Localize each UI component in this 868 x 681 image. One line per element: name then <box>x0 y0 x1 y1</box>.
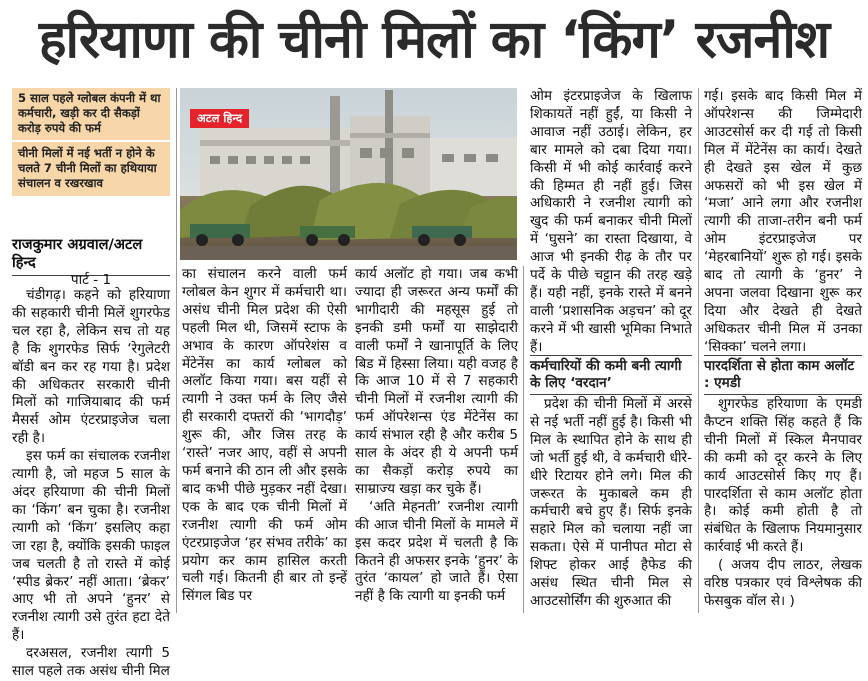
lead-highlight-2: चीनी मिलों में नई भर्ती न होने के चलते 7 चीनी मिलों का हथियाया संचालन व रखरखाव <box>18 146 157 190</box>
article-column-5 <box>704 88 862 355</box>
column-divider <box>698 88 699 613</box>
column-divider <box>523 266 524 613</box>
photo-watermark: अटल हिन्द <box>190 109 249 128</box>
lead-highlight-box <box>12 88 170 196</box>
part-label: पार्ट - 1 <box>70 272 112 288</box>
col4-para-2: प्रदेश की चीनी मिलों में अरसे से नई भर्ती नहीं हुई है। किसी भी मिल के स्थापित होने के साथ ही जो भर्ती हुई थी, वे कर्मचारी धीरे-धीरे रिटायर होने लगे। मिल की जरूरत के मुकाबले कम ही कर्मचारी बचे हुए हैं। सिर्फ इनके सहारे मिल को चलाया नहीं जा सकता। ऐसे में पानीपत मोटा से शिफ्ट होकर आई हैफेड की असंध स्थित चीनी मिल से आउटसोर्सिंग की शुरुआत की <box>530 396 692 609</box>
col5-subhead: पारदर्शिता से होता काम अलॉट : एमडी <box>704 355 862 395</box>
col4-para-1: ओम इंटरप्राइजेज के खिलाफ शिकायतें नहीं हुईं, या किसी ने आवाज नहीं उठाई। लेकिन, हर बार मामले को दबा दिया गया। किसी में भी कोई कार्रवाई करने की हिम्मत ही नहीं हुई। जिस अधिकारी ने रजनीश त्यागी को खुद की फर्म बनाकर चीनी मिलों में ‘घुसने’ का रास्ता दिखाया, वे आज भी इनकी रीढ़ के तौर पर पर्दे के पीछे चट्टान की तरह खड़े हैं। यही नहीं, इनके रास्ते में बनने वाली ‘प्रशासनिक अड़चन’ को दूर करने में भी खासी भूमिका निभाते हैं। <box>530 88 692 355</box>
article-column-4 <box>530 88 692 355</box>
article-column-4-bottom <box>530 396 692 613</box>
col3-para-2: ‘अति मेहनती’ रजनीश त्यागी की आज चीनी मिलों के मामले में इस कदर प्रदेश में चलती है कि कितने ही अफसर इनके ‘हुनर’ के तुरंत ‘कायल’ हो जाते हैं। ऐसा नहीं है कि त्यागी या इनकी फर्म <box>355 498 518 605</box>
col4-subhead: कर्मचारियों की कमी बनी त्यागी के लिए ‘वरदान’ <box>530 355 692 395</box>
col5-para-2: शुगरफेड हरियाणा के एमडी कैप्टन शक्ति सिंह कहते हैं कि चीनी मिलों में स्किल मैनपावर की कमी को दूर करने के लिए कार्य आउटसोर्स किए गए हैं। पारदर्शिता से काम अलॉट होता है। कोई कमी होती है तो संबंधित के खिलाफ नियमानुसार कार्रवाई भी करते हैं। <box>704 396 862 556</box>
article-column-1 <box>12 287 170 680</box>
article-column-3 <box>355 266 518 613</box>
col1-para-1: चंडीगढ़। कहने को हरियाणा की सहकारी चीनी मिलें शुगरफेड चल रहा है, लेकिन सच तो यह है कि शुगरफेड सिर्फ ‘रेगुलेटरी बॉडी बन कर रह गया है। प्रदेश की अधिकतर सरकारी चीनी मिलों को गाजियाबाद की फर्म मैसर्स ओम एंटरप्राइजेज चला रही है। <box>12 287 170 447</box>
col3-para-1: कार्य अलॉट हो गया। जब कभी ज्यादा ही जरूरत अन्य फर्मों की भागीदारी की महसूस हुई तो इनकी डमी फर्मों या साझेदारी वाली फर्मों ने खानापूर्ति के लिए बिड में हिस्सा लिया। यही वजह है कि आज 10 में से 7 सहकारी चीनी मिलों में रजनीश त्यागी की फर्म ऑपरेशन्स एंड मेंटेनेंस का कार्य संभाल रही है और करीब 5 साल के अंदर ही ये अपनी फर्म का सैकड़ों करोड़ रुपये का साम्राज्य खड़ा कर चुके हैं। <box>355 266 518 497</box>
column-divider <box>176 88 177 613</box>
article-column-5-bottom <box>704 396 862 613</box>
col5-para-1: गई। इसके बाद किसी मिल में ऑपरेशन्स की जिम्मेदारी आउटसोर्स कर दी गई तो किसी मिल में मेंटेनेंस का कार्य। देखते ही देखते इस खेल में कुछ अफसरों को भी इस खेल में ‘मजा’ आने लगा और रजनीश त्यागी की ताजा-तरीन बनी फर्म ओम इंटरप्राइजेज पर ‘मेहरबानियों’ शुरू हो गई। इसके बाद तो त्यागी के ‘हुनर’ ने अपना जलवा दिखाना शुरू कर दिया और देखते ही देखते अधिकतर चीनी मिल में उनका ‘सिक्का’ चलने लगा। <box>704 88 862 355</box>
col5-para-3: ( अजय दीप लाठर, लेखक वरिष्ठ पत्रकार एवं विश्लेषक की फेसबुक वॉल से। ) <box>704 557 862 609</box>
lead-highlight-1: 5 साल पहले ग्लोबल कंपनी में था कर्मचारी, खड़ी कर दी सैकड़ों करोड़ रुपये की फर्म <box>18 91 161 135</box>
col1-para-3: दरअसल, रजनीश त्यागी 5 साल पहले तक असंध चीनी मिल <box>12 645 170 680</box>
headline: हरियाणा की चीनी मिलों का ‘किंग’ रजनीश <box>38 10 830 70</box>
article-column-2 <box>182 266 347 613</box>
col1-para-2: इस फर्म का संचालक रजनीश त्यागी है, जो महज 5 साल के अंदर हरियाणा की चीनी मिलों का ‘किंग’ बन चुका है। रजनीश त्यागी को ‘किंग’ इसलिए कहा जा रहा है, क्योंकि इसकी फाइल जब चलती है तो रास्ते में कोई ‘स्पीड ब्रेकर’ नहीं आता। ‘ब्रेकर’ आए भी तो अपने ‘हुनर’ से रजनीश त्यागी उसे तुरंत हटा देते हैं। <box>12 448 170 644</box>
col2-para-1: का संचालन करने वाली फर्म ग्लोबल केन शुगर में कर्मचारी था। असंध चीनी मिल प्रदेश की ऐसी पहली मिल थी, जिसमें स्टाफ के अभाव के कारण ऑपरेशंस व मेंटेनेंस का कार्य ग्लोबल को अलॉट किया गया। बस यहीं से त्यागी ने उक्त फर्म के लिए जैसे ही सरकारी दफ्तरों की ‘भागदौड़’ शुरू की, और जिस तरह के ‘रास्ते’ नजर आए, वहीं से अपनी फर्म बनाने की ठान ली और इसके बाद कभी पीछे मुड़कर नहीं देखा। एक के बाद एक चीनी मिलों में रजनीश त्यागी की फर्म ओम एंटरप्राइजेज ‘हर संभव तरीके’ का प्रयोग कर काम हासिल करती चली गई। कितनी ही बार तो इन्हें सिंगल बिड पर <box>182 266 347 605</box>
byline: राजकुमार अग्रवाल/अटल हिन्द <box>12 236 170 276</box>
lead-divider <box>12 140 170 142</box>
